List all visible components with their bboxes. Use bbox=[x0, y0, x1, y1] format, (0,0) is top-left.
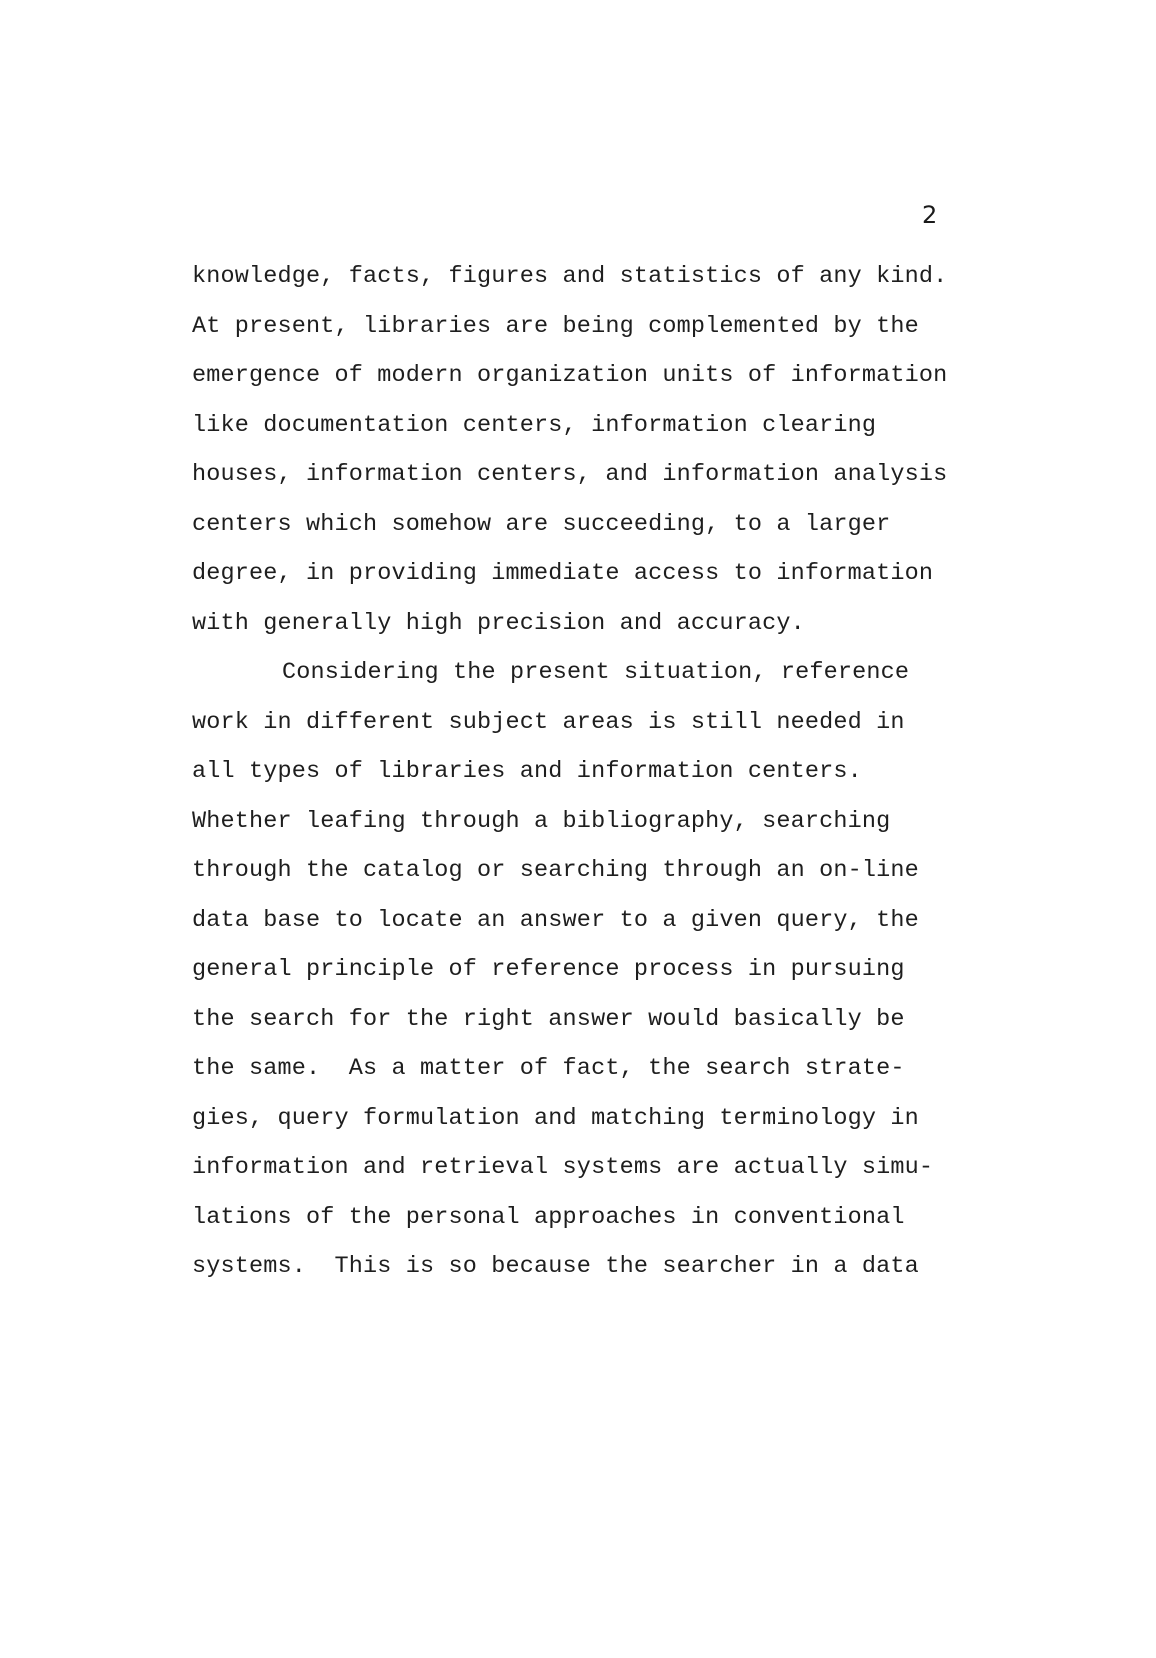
text-line: At present, libraries are being complemented by the bbox=[192, 312, 919, 340]
text-line: work in different subject areas is still needed in bbox=[192, 708, 905, 736]
text-line: like documentation centers, information clearing bbox=[192, 411, 877, 439]
text-line: the same. As a matter of fact, the search strate- bbox=[192, 1055, 905, 1082]
text-line: Whether leafing through a bibliography, searching bbox=[192, 807, 891, 835]
text-line: centers which somehow are succeeding, to a larger bbox=[192, 510, 891, 538]
text-line: through the catalog or searching through an on-line bbox=[192, 857, 919, 884]
paragraph-start-line: Considering the present situation, reference bbox=[282, 659, 910, 686]
text-line: lations of the personal approaches in conventional bbox=[192, 1203, 905, 1231]
text-line: with generally high precision and accuracy. bbox=[192, 609, 805, 637]
text-line: information and retrieval systems are actually simu- bbox=[192, 1154, 934, 1181]
page-number: 2 bbox=[922, 201, 938, 229]
text-line: general principle of reference process in pursuing bbox=[192, 956, 905, 983]
text-line: systems. This is so because the searcher in a data bbox=[192, 1253, 919, 1280]
text-line: degree, in providing immediate access to information bbox=[192, 560, 934, 587]
text-line: the search for the right answer would basically be bbox=[192, 1005, 905, 1033]
text-line: data base to locate an answer to a given query, the bbox=[192, 906, 919, 934]
text-line: knowledge, facts, figures and statistics of any kind. bbox=[192, 263, 948, 290]
text-line: emergence of modern organization units of information bbox=[192, 362, 948, 389]
text-line: gies, query formulation and matching terminology in bbox=[192, 1104, 919, 1132]
text-line: houses, information centers, and information analysis bbox=[192, 461, 948, 488]
text-line: all types of libraries and information centers. bbox=[192, 758, 862, 785]
body-text bbox=[192, 262, 1052, 1302]
